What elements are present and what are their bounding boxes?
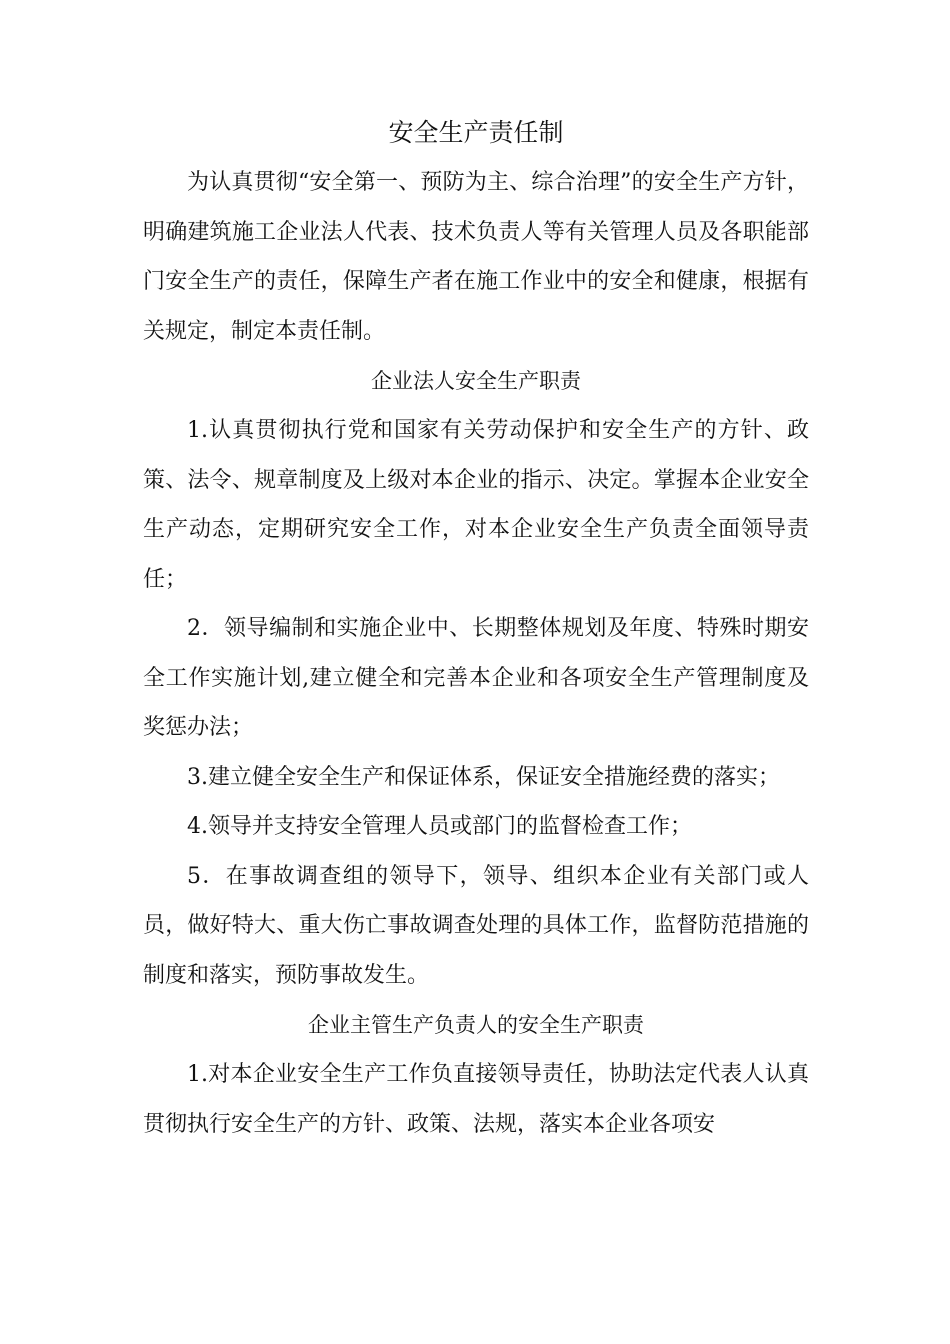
duty-item: 4.领导并支持安全管理人员或部门的监督检查工作； bbox=[187, 814, 692, 839]
section-heading-legal-representative: 企业法人安全生产职责 bbox=[371, 369, 581, 393]
duty-item: 2．领导编制和实施企业中、长期整体规划及年度、特殊时期安全工作实施计划,建立健全和完善本企业和各项安全生产管理制度及奖惩办法； bbox=[143, 616, 809, 740]
duty-item: 3.建立健全安全生产和保证体系，保证安全措施经费的落实； bbox=[187, 764, 780, 790]
duty-item: 5．在事故调查组的领导下，领导、组织本企业有关部门或人员，做好特大、重大伤亡事故调查处理的具体工作，监督防范措施的制度和落实，预防事故发生。 bbox=[143, 863, 809, 988]
document-body bbox=[143, 108, 809, 1149]
intro-paragraph: 为认真贯彻“安全第一、预防为主、综合治理”的安全生产方针，明确建筑施工企业法人代表、技术负责人等有关管理人员及各职能部门安全生产的责任，保障生产者在施工作业中的安全和健康，根据有关规定，制定本责任制。 bbox=[143, 170, 809, 344]
document-title: 安全生产责任制 bbox=[388, 118, 564, 147]
section-heading-production-manager: 企业主管生产负责人的安全生产职责 bbox=[308, 1013, 644, 1037]
duty-item: 1.对本企业安全生产工作负直接领导责任，协助法定代表人认真贯彻执行安全生产的方针、政策、法规，落实本企业各项安 bbox=[143, 1062, 809, 1137]
duty-item: 1.认真贯彻执行党和国家有关劳动保护和安全生产的方针、政策、法令、规章制度及上级对本企业的指示、决定。掌握本企业安全生产动态，定期研究安全工作，对本企业安全生产负责全面领导责任； bbox=[143, 418, 809, 592]
